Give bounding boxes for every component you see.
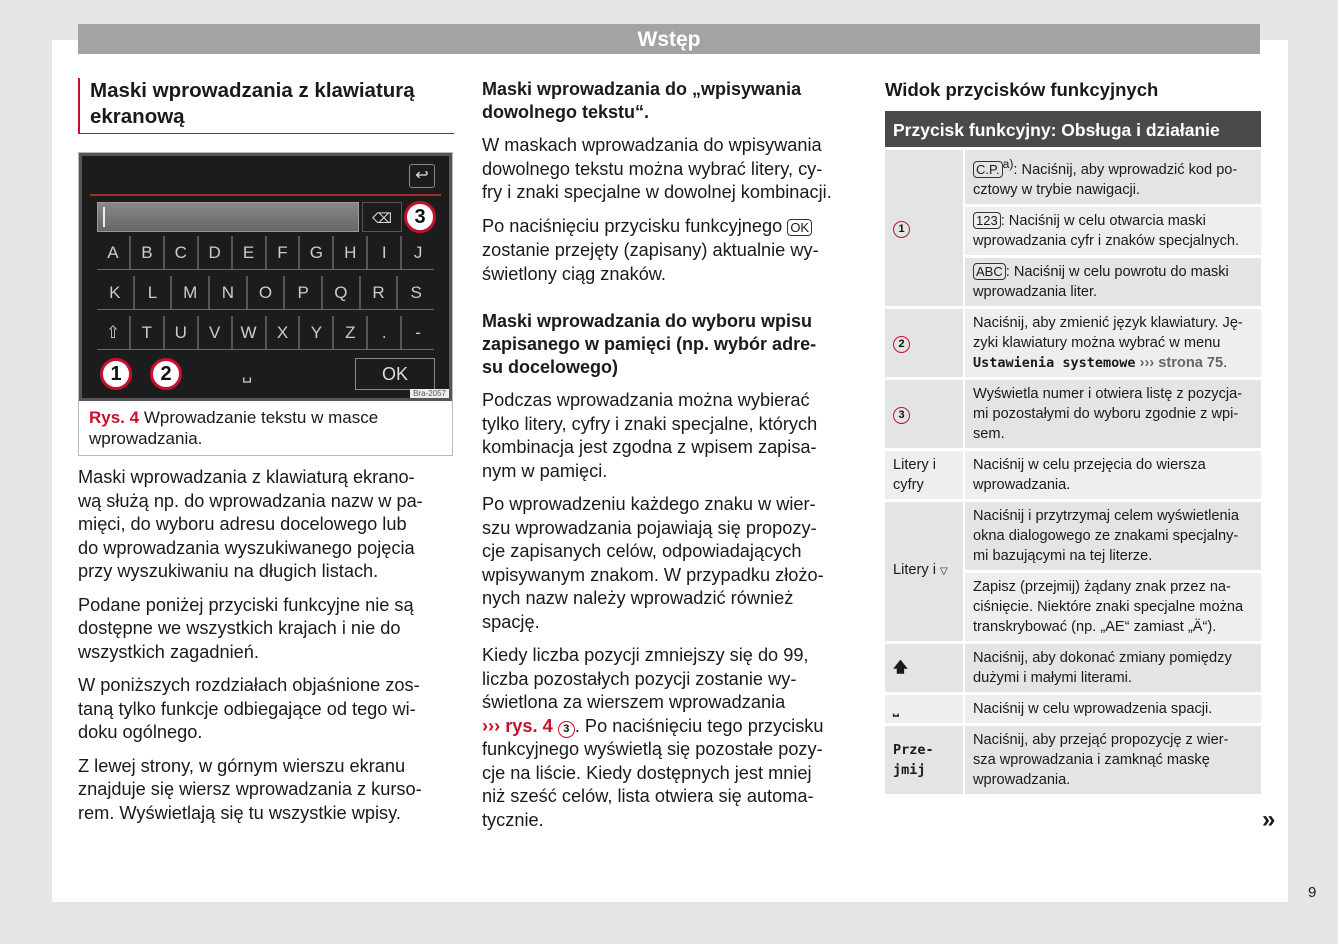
key: L xyxy=(135,276,173,309)
table-row: 3 Wyświetla numer i otwiera listę z pozycja- mi pozostałymi do wyboru zgodnie z wpi- sem. xyxy=(885,380,1261,448)
figure-code: Bra-2057 xyxy=(410,389,449,398)
page-link[interactable]: ››› strona 75 xyxy=(1135,354,1224,371)
column-1 xyxy=(78,78,454,825)
key: I xyxy=(368,236,402,269)
table-row: 2 Naciśnij, aby zmienić język klawiatury. Ję- zyki klawiatury można wybrać w menu Ustawienia systemowe ››› strona 75. xyxy=(885,309,1261,377)
callout-3-symbol: 3 xyxy=(558,721,575,738)
figure-link[interactable]: ››› rys. 4 xyxy=(482,715,553,736)
table-row: 🡅 Naciśnij, aby dokonać zmiany pomiędzy dużymi i małymi literami. xyxy=(885,644,1261,692)
paragraph: Po wprowadzeniu każdego znaku w wier- szu wprowadzania pojawiają się propozy- cje zapisanych celów, odpowiadających wpisywanym znakom. W przypadku złożo- nych nazw należy wprowadzić również spację. xyxy=(482,494,824,632)
key: - xyxy=(415,323,421,342)
key: A xyxy=(97,236,131,269)
table-row: ⎵ Naciśnij w celu wprowadzenia spacji. xyxy=(885,695,1261,723)
subheading: Maski wprowadzania do wyboru wpisu zapisanego w pamięci (np. wybór adre- su docelowego) xyxy=(482,311,817,377)
key: E xyxy=(233,236,267,269)
key: F xyxy=(267,236,301,269)
continue-marker: » xyxy=(1262,806,1276,833)
column-3 xyxy=(885,78,1261,797)
function-keys-table xyxy=(885,147,1261,797)
callout-2-symbol: 2 xyxy=(893,336,910,353)
key: R xyxy=(361,276,399,309)
key: U xyxy=(165,316,199,349)
callout-1-symbol: 1 xyxy=(893,221,910,238)
key: D xyxy=(199,236,233,269)
callout-2: 2 xyxy=(150,358,182,390)
paragraph: Podczas wprowadzania można wybierać tylko litery, cyfry i znaki specjalne, których kombinacja jest zgodna z wpisem zapisa- nym w pamięci. xyxy=(482,390,818,481)
key: C xyxy=(165,236,199,269)
table-row: ABC : Naciśnij w celu powrotu do maski wprowadzania liter. xyxy=(885,258,1261,306)
callout-3: 3 xyxy=(404,201,436,233)
input-line xyxy=(97,202,359,232)
paragraph: W maskach wprowadzania do wpisywania dowolnego tekstu można wybrać litery, cy- fry i znaki specjalne w dowolnej kombinacji. xyxy=(482,135,832,202)
triangle-down-icon: ▽ xyxy=(940,566,948,578)
paragraph: Podane poniżej przyciski funkcyjne nie są dostępne we wszystkich krajach i nie do wszystkich zagadnień. xyxy=(78,594,414,662)
delete-icon: ⌫ xyxy=(362,202,402,232)
section-title: Maski wprowadzania z klawiaturą ekranową xyxy=(78,78,454,134)
table-header: Przycisk funkcyjny: Obsługa i działanie xyxy=(885,111,1261,147)
table-row: 1 C.P. $^{a)}$: Naciśnij, aby wprowadzić kod po- cztowy w trybie nawigacji. xyxy=(885,150,1261,204)
key: K xyxy=(97,276,135,309)
space-key: ␣ xyxy=(242,366,253,383)
divider xyxy=(90,194,441,196)
table-row: Litery i cyfry Naciśnij w celu przejęcia do wiersza wprowadzania. xyxy=(885,451,1261,499)
ok-key: OK xyxy=(355,358,435,390)
key: V xyxy=(199,316,233,349)
page-number: 9 xyxy=(1308,884,1317,901)
key: J xyxy=(413,243,423,262)
paragraph: Maski wprowadzania z klawiaturą ekrano- wą służą np. do wprowadzania nazw w pa- mięci, do wyboru adresu docelowego lub do wprowadzania wyszukiwanego pojęcia przy wyszukiwaniu na długich listach. xyxy=(78,467,423,581)
table-row: Zapisz (przejmij) żądany znak przez na- ciśnięcie. Niektóre znaki specjalne można transkrybować (np. „AE“ zamiast „Ä“). xyxy=(885,573,1261,641)
paragraph: Kiedy liczba pozycji zmniejszy się do 99, liczba pozostałych pozycji zostanie wy- świetlona za wierszem wprowadzania ››› rys. 4 3 . Po naciśnięciu tego przycisku funkcyjnego wyświetlą się pozostałe pozy- cje na liście. Kiedy dostępnych jest mniej niż sześć celów, lista otwiera się automa- tycznie. xyxy=(482,645,824,830)
back-icon: ↩ xyxy=(409,164,435,188)
key: ⇧ xyxy=(97,316,131,349)
key: G xyxy=(300,236,334,269)
space-icon: ⎵ xyxy=(893,700,899,717)
key: O xyxy=(248,276,286,309)
chapter-header: Wstęp xyxy=(78,24,1260,54)
ok-key-symbol: OK xyxy=(787,219,812,236)
key-row xyxy=(97,236,434,270)
section-title: Widok przycisków funkcyjnych xyxy=(885,79,1159,100)
keyboard-screenshot xyxy=(79,153,452,401)
paragraph: Z lewej strony, w górnym wierszu ekranu znajduje się wiersz wprowadzania z kurso- rem. Wyświetlają się tu wszystkie wpisy. xyxy=(78,755,422,823)
key: M xyxy=(172,276,210,309)
key-row xyxy=(97,316,434,350)
callout-1: 1 xyxy=(100,358,132,390)
callout-3-symbol: 3 xyxy=(893,407,910,424)
key: W xyxy=(233,316,267,349)
shift-arrow-icon: 🡅 xyxy=(893,659,909,676)
subheading: Maski wprowadzania do „wpisywania dowolnego tekstu“. xyxy=(482,79,802,122)
figure xyxy=(78,152,453,456)
figure-caption: Rys. 4 Wprowadzanie tekstu w masce wprowadzania. xyxy=(89,408,379,448)
table-row: Litery i ▽ Naciśnij i przytrzymaj celem wyświetlenia okna dialogowego ze znakami specjalny- mi bazującymi na tej literze. xyxy=(885,502,1261,570)
table-row: 123 : Naciśnij w celu otwarcia maski wprowadzania cyfr i znaków specjalnych. xyxy=(885,207,1261,255)
cursor xyxy=(103,207,105,227)
paragraph: Po naciśnięciu przycisku funkcyjnego OK zostanie przejęty (zapisany) aktualnie wy- świetlony ciąg znaków. xyxy=(482,215,819,284)
key: N xyxy=(210,276,248,309)
key: . xyxy=(368,316,402,349)
key: X xyxy=(267,316,301,349)
table-row: Prze- jmij Naciśnij, aby przejąć propozycję z wier- sza wprowadzania i zamknąć maskę wprowadzania. xyxy=(885,726,1261,794)
key: H xyxy=(334,236,368,269)
key-row xyxy=(97,276,434,310)
column-2 xyxy=(482,78,858,832)
key: B xyxy=(131,236,165,269)
key: T xyxy=(131,316,165,349)
key: Q xyxy=(323,276,361,309)
paragraph: W poniższych rozdziałach objaśnione zos- taną tylko funkcje odbiegające od tego wi- doku ogólnego. xyxy=(78,675,420,742)
key: Z xyxy=(334,316,368,349)
key: S xyxy=(410,283,422,302)
key: P xyxy=(285,276,323,309)
key: Y xyxy=(300,316,334,349)
